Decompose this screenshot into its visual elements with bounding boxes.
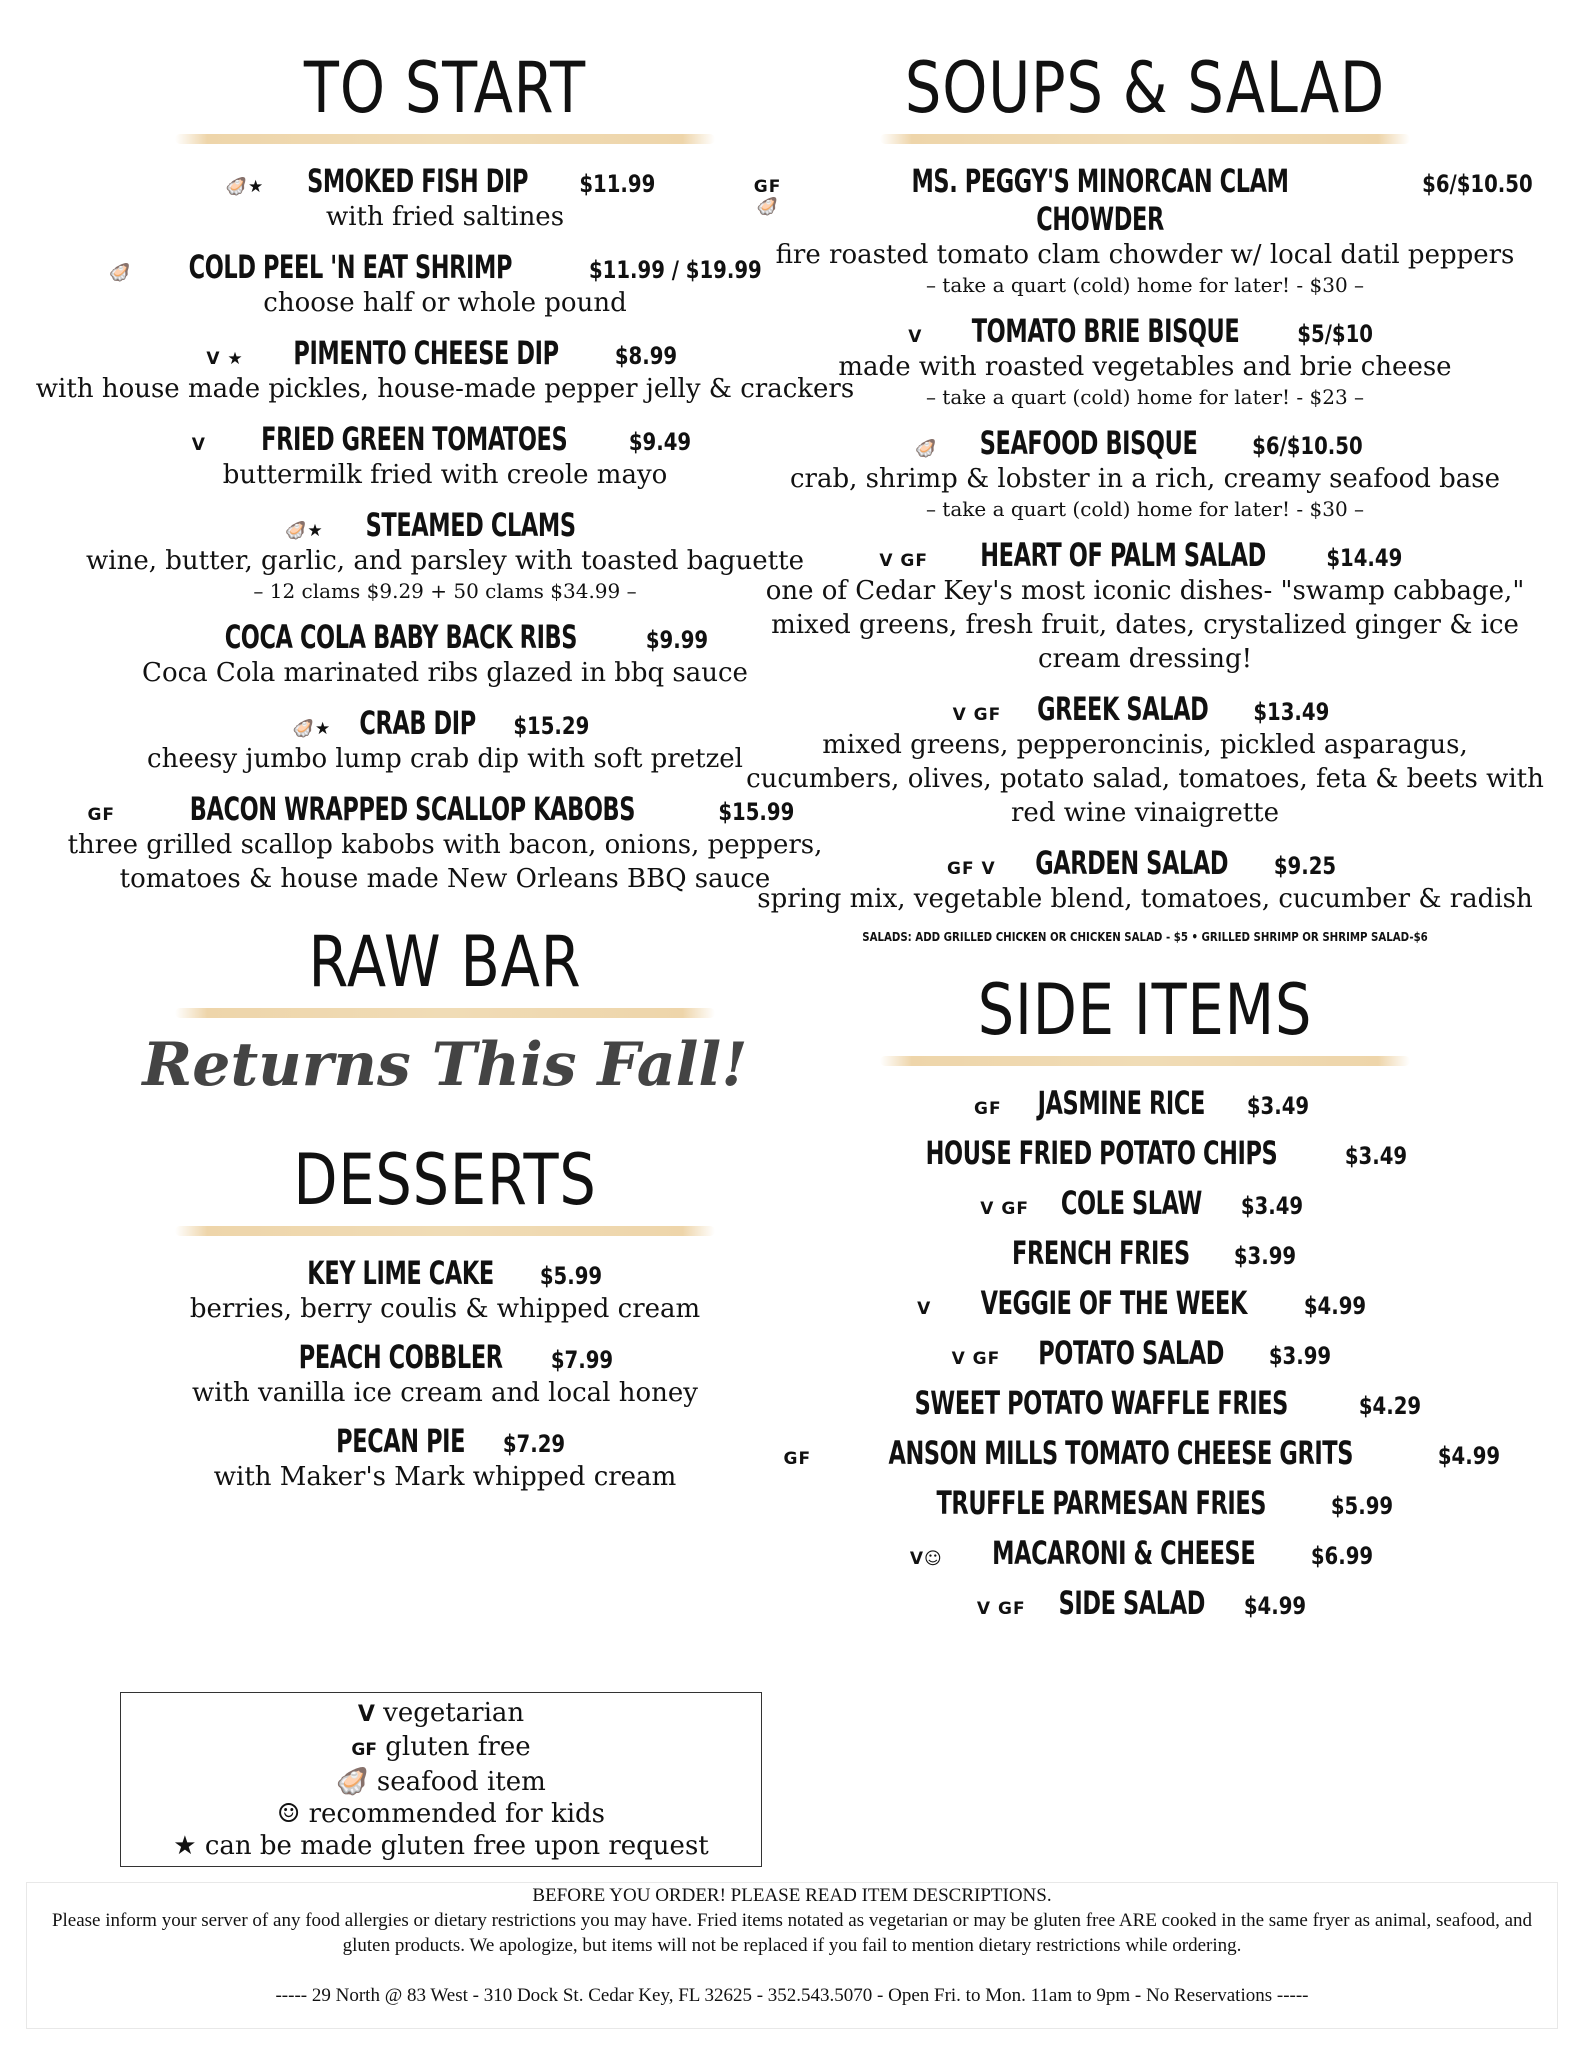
dietary-tags: GF V	[947, 859, 996, 879]
menu-item-price: $6/$10.50	[1252, 432, 1363, 460]
legend-gluten-free: GF gluten free	[351, 1732, 531, 1762]
menu-item	[745, 1584, 1545, 1622]
menu-item-price: $6.99	[1311, 1542, 1374, 1570]
salad-addon-note: SALADS: ADD GRILLED CHICKEN OR CHICKEN SALAD - $5 • GRILLED SHRIMP OR SHRIMP SALAD-$6	[862, 930, 1428, 944]
menu-item	[745, 1084, 1545, 1122]
menu-item	[745, 1284, 1545, 1322]
menu-item-subnote: – take a quart (cold) home for later! - $23 –	[925, 385, 1365, 409]
right-column	[745, 48, 1545, 1634]
menu-item-description: one of Cedar Key's most iconic dishes- "swamp cabbage," mixed greens, fresh fruit, dates, crystalized ginger & ice cream dressing!	[765, 576, 1525, 674]
side-items-list	[745, 1084, 1545, 1622]
footer-heading: BEFORE YOU ORDER! PLEASE READ ITEM DESCRIPTIONS.	[532, 1885, 1052, 1906]
menu-item-name: POTATO SALAD	[1038, 1334, 1225, 1372]
to-start-divider	[175, 134, 715, 144]
menu-item-name: VEGGIE OF THE WEEK	[980, 1284, 1248, 1322]
dietary-tags: 🦪★	[292, 719, 332, 739]
dietary-tags: 🦪	[109, 263, 132, 283]
menu-item-heading	[745, 162, 1545, 238]
menu-item	[745, 690, 1545, 830]
menu-item	[745, 1384, 1545, 1422]
seafood-icon: 🦪	[336, 1767, 369, 1797]
legend-box	[120, 1692, 762, 1867]
menu-item-description: wine, butter, garlic, and parsley with toasted baguette	[86, 546, 804, 576]
menu-item-subnote: – take a quart (cold) home for later! - $30 –	[925, 497, 1365, 521]
menu-item-price: $9.99	[645, 626, 708, 654]
menu-item-price: $4.99	[1437, 1442, 1500, 1470]
menu-item-name: MACARONI & CHEESE	[991, 1534, 1256, 1572]
menu-item	[745, 312, 1545, 410]
raw-bar-returns: Returns This Fall!	[142, 1030, 748, 1100]
menu-item-price: $11.99 / $19.99	[589, 256, 762, 284]
dietary-tags: V GF	[952, 705, 1002, 725]
menu-item-name: FRIED GREEN TOMATOES	[261, 420, 568, 458]
dietary-tags: V GF	[951, 1349, 1001, 1369]
menu-item-heading	[30, 506, 860, 544]
menu-item-name: MS. PEGGY'S MINORCAN CLAM CHOWDER	[911, 162, 1289, 238]
legend-star: ★ can be made gluten free upon request	[173, 1831, 709, 1861]
menu-item-name: SWEET POTATO WAFFLE FRIES	[914, 1384, 1288, 1422]
menu-item-heading	[745, 1084, 1545, 1122]
dietary-tags: GF	[783, 1449, 812, 1469]
menu-item-description: berries, berry coulis & whipped cream	[189, 1294, 701, 1324]
menu-item-price: $14.49	[1326, 544, 1403, 572]
menu-item-price: $15.99	[718, 798, 795, 826]
menu-item-heading	[30, 1254, 860, 1292]
menu-item	[30, 704, 860, 776]
menu-item-price: $5/$10	[1297, 320, 1374, 348]
menu-item-price: $3.49	[1345, 1142, 1408, 1170]
soups-salad-divider	[880, 134, 1410, 144]
soups-salad-title: SOUPS & SALAD	[904, 47, 1386, 129]
menu-item-price: $13.49	[1253, 698, 1330, 726]
menu-item	[30, 162, 860, 234]
to-start-title: TO START	[303, 47, 587, 129]
menu-item-price: $9.25	[1273, 852, 1337, 880]
menu-item-name: ANSON MILLS TOMATO CHEESE GRITS	[888, 1434, 1354, 1472]
menu-item-heading	[30, 618, 860, 656]
menu-item-heading	[30, 420, 860, 458]
menu-item-price: $3.99	[1269, 1342, 1332, 1370]
menu-item-description: spring mix, vegetable blend, tomatoes, cucumber & radish	[757, 884, 1533, 914]
menu-item-name: STEAMED CLAMS	[365, 506, 576, 544]
menu-item-heading	[745, 1134, 1545, 1172]
menu-item	[745, 536, 1545, 676]
menu-item-name: COLE SLAW	[1060, 1184, 1202, 1222]
dietary-tags: V GF	[879, 551, 928, 571]
menu-item-name: TOMATO BRIE BISQUE	[972, 312, 1240, 350]
menu-item-subnote: – 12 clams $9.29 + 50 clams $34.99 –	[253, 579, 637, 603]
menu-item-heading	[30, 248, 860, 286]
menu-item-price: $7.29	[502, 1430, 565, 1458]
smiley-icon: ☺	[276, 1799, 301, 1829]
desserts-title: DESSERTS	[293, 1139, 597, 1221]
menu-item-heading	[745, 844, 1545, 882]
menu-item-name: PECAN PIE	[336, 1422, 466, 1460]
menu-item-heading	[745, 690, 1545, 728]
footer-allergy-notice: Please inform your server of any food allergies or dietary restrictions you may have. Fried items notated as vegetarian or may be gluten free ARE cooked in the same fryer as animal, seafood, and gluten products. We apologize, but items will not be replaced if you fail to mention dietary restrictions while ordering.	[51, 1910, 1533, 1956]
menu-item	[745, 1334, 1545, 1372]
menu-item-description: mixed greens, pepperoncinis, pickled asparagus, cucumbers, olives, potato salad, tomatoes, feta & beets with red wine vinaigrette	[746, 730, 1544, 828]
menu-item-name: SIDE SALAD	[1058, 1584, 1205, 1622]
menu-item-description: three grilled scallop kabobs with bacon, onions, peppers, tomatoes & house made New Orleans BBQ sauce	[67, 830, 823, 894]
dietary-tags: GF	[973, 1099, 1002, 1119]
menu-item-price: $15.29	[512, 712, 589, 740]
menu-item-heading	[745, 1184, 1545, 1222]
menu-item	[745, 1484, 1545, 1522]
menu-item-heading	[745, 1234, 1545, 1272]
dietary-tags: V	[191, 435, 206, 455]
menu-item-heading	[745, 1384, 1545, 1422]
menu-item	[30, 1254, 860, 1326]
menu-item-price: $7.99	[550, 1346, 613, 1374]
soups-salad-list	[745, 162, 1545, 916]
menu-item-price: $6/$10.50	[1422, 170, 1533, 198]
footer-notice	[26, 1882, 1558, 2029]
menu-item	[30, 334, 860, 406]
menu-item-name: COLD PEEL 'N EAT SHRIMP	[189, 248, 513, 286]
dietary-tags: V GF	[976, 1599, 1026, 1619]
menu-item-heading	[30, 704, 860, 742]
menu-item-name: PIMENTO CHEESE DIP	[293, 334, 559, 372]
menu-item-heading	[745, 424, 1545, 462]
menu-item	[30, 1338, 860, 1410]
menu-item-name: HOUSE FRIED POTATO CHIPS	[925, 1134, 1277, 1172]
menu-item-price: $5.99	[539, 1262, 602, 1290]
menu-item-description: with Maker's Mark whipped cream	[213, 1462, 677, 1492]
star-icon: ★	[173, 1831, 197, 1861]
menu-item-price: $4.99	[1303, 1292, 1367, 1320]
menu-item	[30, 248, 860, 320]
side-items-title: SIDE ITEMS	[977, 969, 1313, 1051]
menu-item-heading	[745, 1434, 1545, 1472]
menu-item-heading	[30, 1422, 860, 1460]
menu-item-name: GREEK SALAD	[1037, 690, 1209, 728]
dietary-tags: V	[917, 1299, 932, 1319]
left-column	[30, 48, 860, 1506]
dietary-tags: 🦪★	[225, 177, 265, 197]
menu-item-description: with house made pickles, house-made pepper jelly & crackers	[35, 374, 855, 404]
desserts-divider	[175, 1226, 715, 1236]
menu-item	[745, 424, 1545, 522]
to-start-list	[30, 162, 860, 896]
dietary-tags: V	[908, 327, 923, 347]
menu-item-price: $3.49	[1240, 1192, 1303, 1220]
side-items-divider	[880, 1056, 1410, 1066]
dietary-tags: GF	[87, 805, 116, 825]
raw-bar-title: RAW BAR	[308, 921, 582, 1003]
menu-item-heading	[745, 1334, 1545, 1372]
menu-item	[30, 420, 860, 492]
menu-item-name: SMOKED FISH DIP	[307, 162, 529, 200]
menu-item	[745, 1434, 1545, 1472]
menu-item-heading	[745, 1584, 1545, 1622]
menu-item	[30, 790, 860, 896]
menu-item-description: crab, shrimp & lobster in a rich, creamy seafood base	[789, 464, 1501, 494]
menu-item	[745, 162, 1545, 298]
dietary-tags: V GF	[980, 1199, 1029, 1219]
menu-item-name: CRAB DIP	[359, 704, 477, 742]
menu-item-name: JASMINE RICE	[1037, 1084, 1205, 1122]
menu-item-name: KEY LIME CAKE	[307, 1254, 495, 1292]
menu-item-description: Coca Cola marinated ribs glazed in bbq sauce	[142, 658, 748, 688]
menu-item-heading	[30, 790, 860, 828]
menu-item	[745, 1134, 1545, 1172]
menu-item-price: $8.99	[614, 342, 677, 370]
legend-vegetarian: V vegetarian	[357, 1698, 525, 1728]
menu-item-price: $4.99	[1243, 1592, 1307, 1620]
menu-item	[30, 1422, 860, 1494]
menu-item	[745, 1234, 1545, 1272]
menu-item	[30, 618, 860, 690]
menu-item-name: PEACH COBBLER	[299, 1338, 503, 1376]
menu-item-name: GARDEN SALAD	[1034, 844, 1228, 882]
menu-item-name: BACON WRAPPED SCALLOP KABOBS	[189, 790, 636, 828]
menu-item-description: choose half or whole pound	[263, 288, 627, 318]
menu-item-name: TRUFFLE PARMESAN FRIES	[936, 1484, 1266, 1522]
menu-item-heading	[30, 334, 860, 372]
menu-item-name: HEART OF PALM SALAD	[980, 536, 1266, 574]
dietary-tags: 🦪	[914, 439, 938, 459]
menu-item	[745, 844, 1545, 916]
menu-item-name: FRENCH FRIES	[1012, 1234, 1190, 1272]
menu-item-heading	[30, 162, 860, 200]
menu-item-heading	[745, 312, 1545, 350]
footer-address: ----- 29 North @ 83 West - 310 Dock St. Cedar Key, FL 32625 - 352.543.5070 - Open Fri. to Mon. 11am to 9pm - No Reservations -----	[275, 1985, 1309, 2006]
menu-item	[745, 1184, 1545, 1222]
menu-item-description: cheesy jumbo lump crab dip with soft pretzel	[147, 744, 743, 774]
dietary-tags: V☺	[909, 1549, 943, 1569]
menu-item-description: with vanilla ice cream and local honey	[192, 1378, 698, 1408]
menu-item-description: with fried saltines	[325, 202, 565, 232]
menu-item-price: $4.29	[1359, 1392, 1422, 1420]
raw-bar-divider	[175, 1008, 715, 1018]
menu-item-price: $5.99	[1331, 1492, 1394, 1520]
legend-kids: ☺ recommended for kids	[276, 1799, 605, 1829]
menu-item	[745, 1534, 1545, 1572]
menu-item-price: $9.49	[629, 428, 692, 456]
legend-seafood: 🦪 seafood item	[336, 1767, 546, 1797]
menu-item-price: $11.99	[579, 170, 656, 198]
menu-item-subnote: – take a quart (cold) home for later! - $30 –	[925, 273, 1365, 297]
menu-item-description: buttermilk fried with creole mayo	[222, 460, 668, 490]
desserts-list	[30, 1254, 860, 1494]
menu-item-heading	[30, 1338, 860, 1376]
dietary-tags: V ★	[206, 349, 244, 369]
menu-item-description: made with roasted vegetables and brie cheese	[838, 352, 1452, 382]
menu-item-heading	[745, 1534, 1545, 1572]
menu-item-name: COCA COLA BABY BACK RIBS	[224, 618, 578, 656]
dietary-tags: GF🦪	[753, 177, 782, 217]
menu-item-heading	[745, 1484, 1545, 1522]
dietary-tags: 🦪★	[285, 521, 324, 541]
menu-item-price: $3.49	[1246, 1092, 1310, 1120]
menu-item	[30, 506, 860, 604]
menu-item-heading	[745, 1284, 1545, 1322]
menu-item-description: fire roasted tomato clam chowder w/ local datil peppers	[775, 240, 1515, 270]
menu-item-name: SEAFOOD BISQUE	[979, 424, 1198, 462]
menu-item-heading	[745, 536, 1545, 574]
menu-item-price: $3.99	[1233, 1242, 1297, 1270]
